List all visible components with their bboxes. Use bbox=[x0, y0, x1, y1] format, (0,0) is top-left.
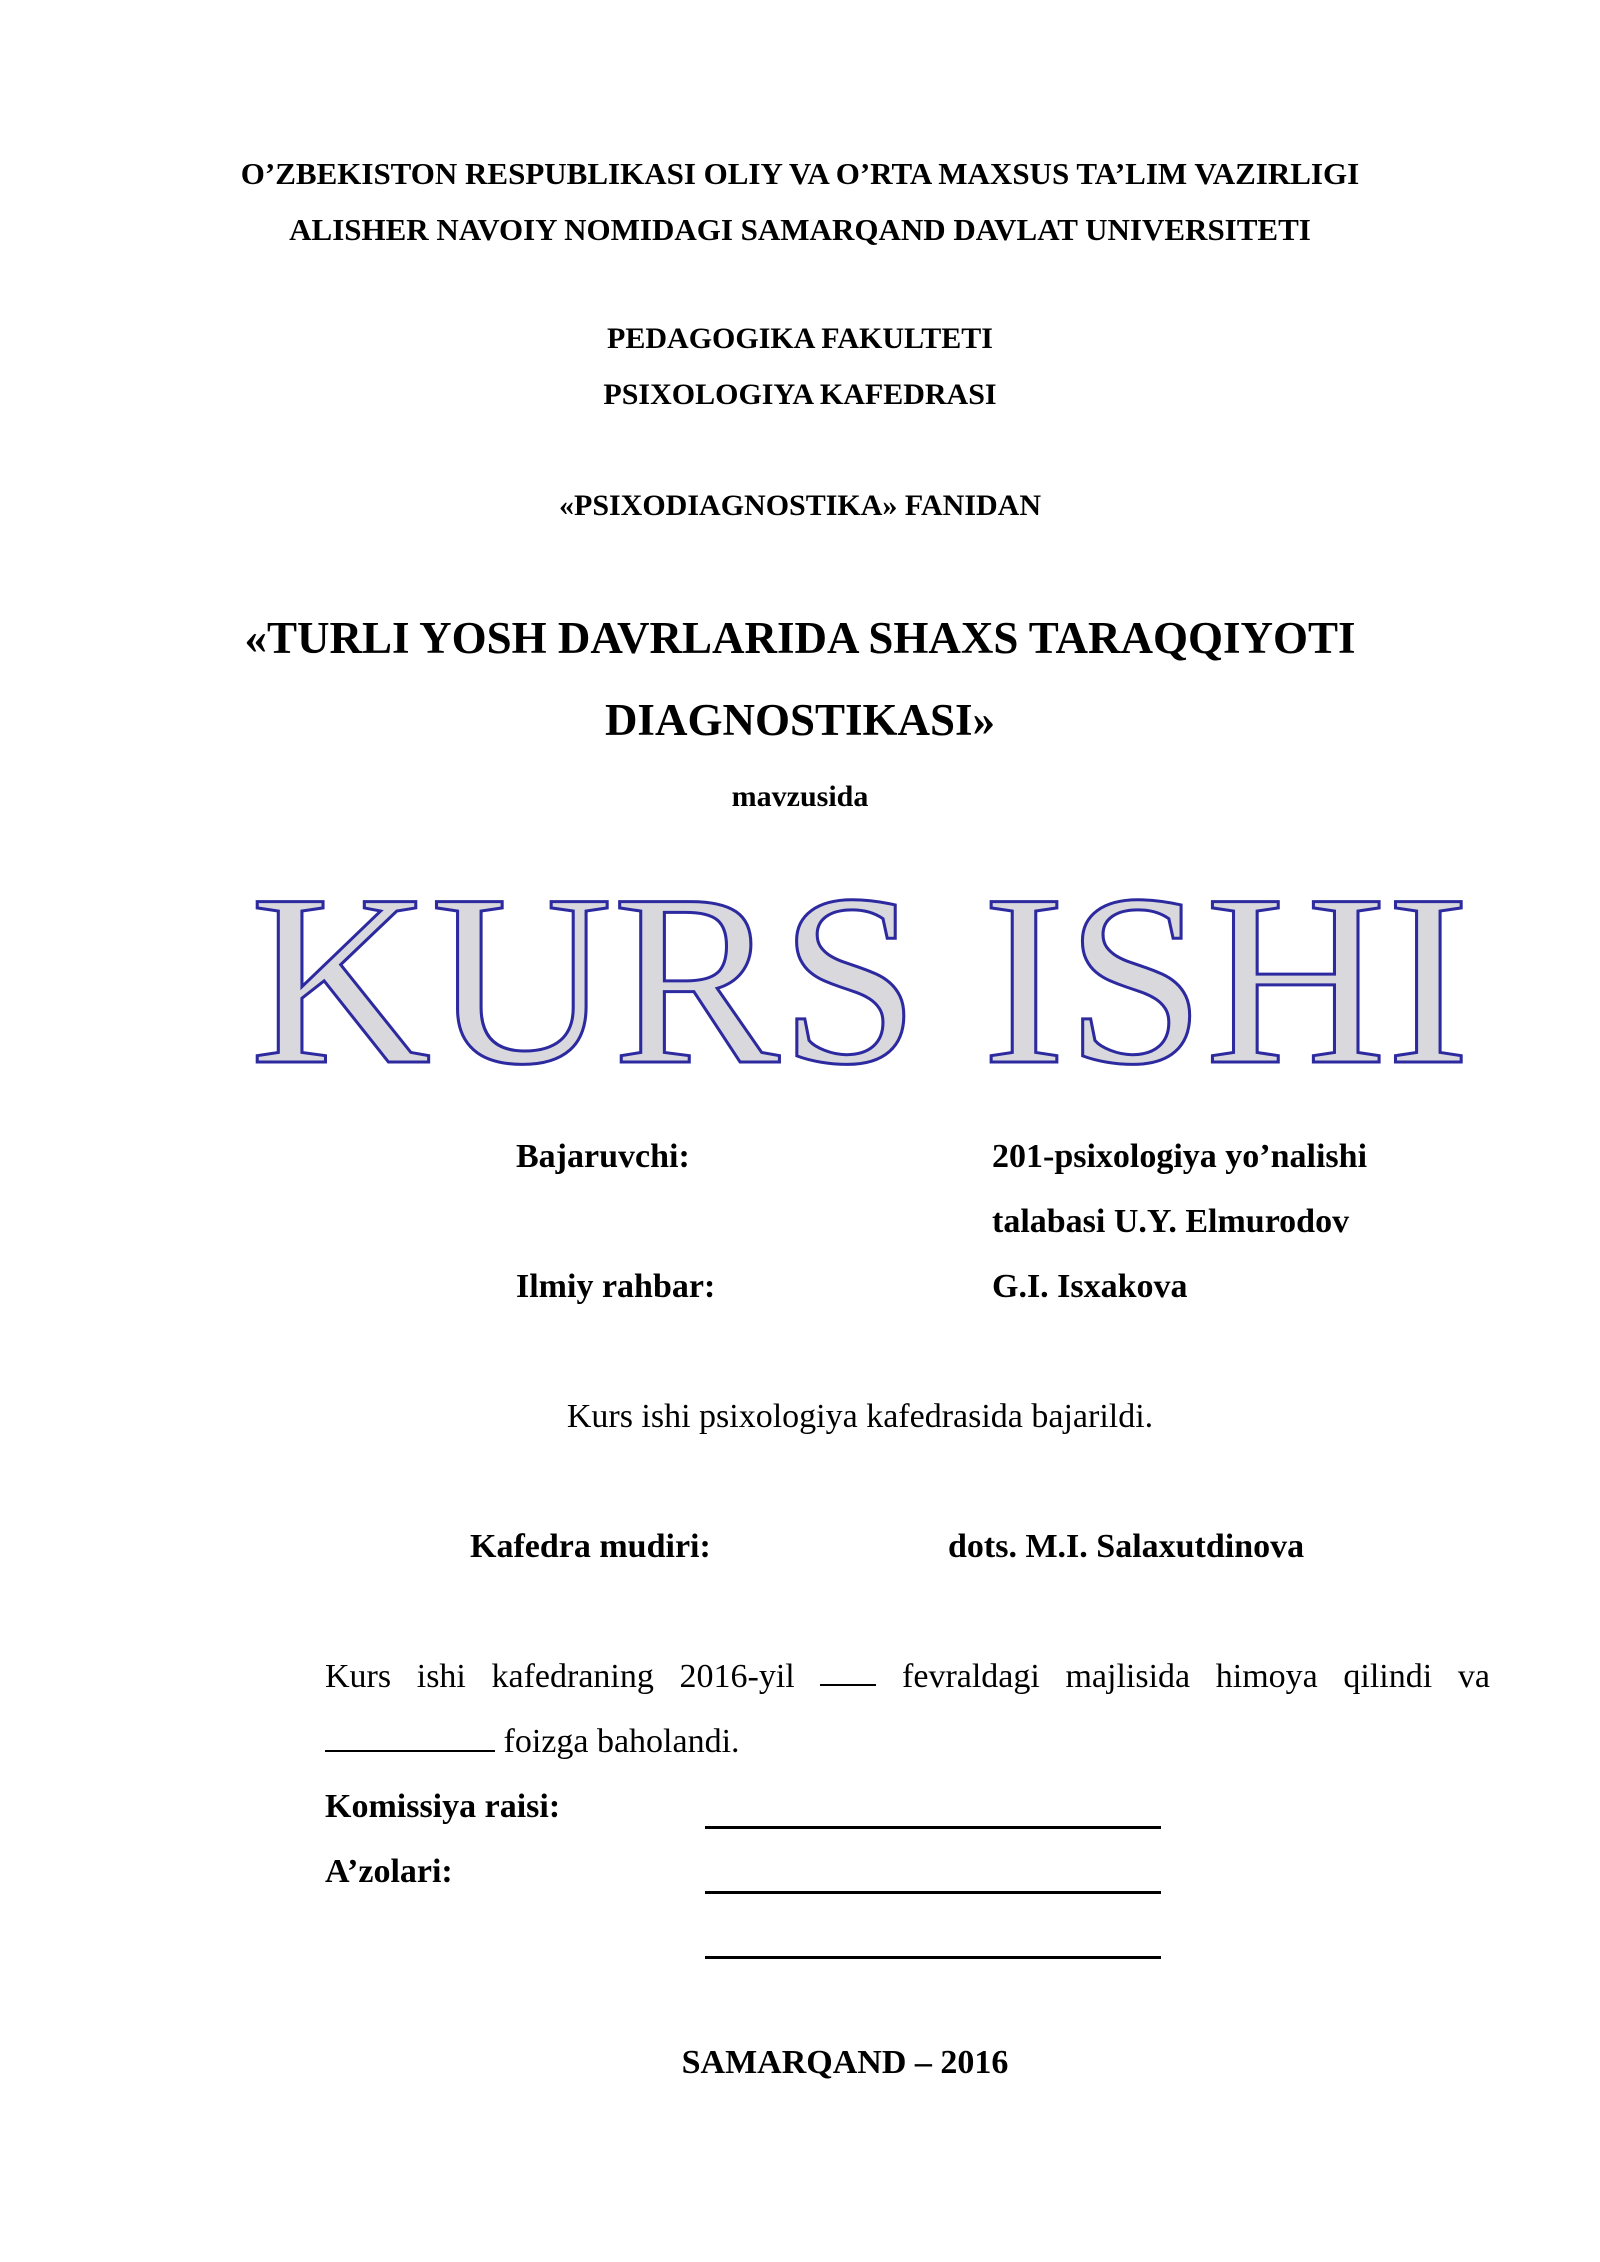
defense-sentence-line-2 bbox=[325, 1723, 740, 1761]
supervisor-value: G.I. Isxakova bbox=[992, 1268, 1188, 1305]
supervisor-label: Ilmiy rahbar: bbox=[516, 1268, 716, 1305]
defense-word: qilindi bbox=[1343, 1658, 1433, 1695]
defense-word: Kurs bbox=[325, 1658, 392, 1695]
subject-heading: «PSIXODIAGNOSTIKA» FANIDAN bbox=[559, 489, 1041, 522]
performer-value-line-1: 201-psixologiya yo’nalishi bbox=[992, 1138, 1368, 1175]
date-blank bbox=[820, 1658, 876, 1686]
defense-word: majlisida bbox=[1065, 1658, 1191, 1695]
completion-note: Kurs ishi psixologiya kafedrasida bajarildi. bbox=[566, 1398, 1154, 1435]
head-of-department-label: Kafedra mudiri: bbox=[470, 1528, 711, 1565]
defense-word: va bbox=[1457, 1658, 1490, 1695]
ministry-heading: O’ZBEKISTON RESPUBLIKASI OLIY VA O’RTA MAXSUS TA’LIM VAZIRLIGI bbox=[240, 156, 1360, 191]
defense-word: himoya bbox=[1215, 1658, 1318, 1695]
grade-text: foizga baholandi. bbox=[503, 1723, 740, 1760]
faculty-heading: PEDAGOGIKA FAKULTETI bbox=[607, 322, 993, 355]
commission-chair-label: Komissiya raisi: bbox=[325, 1788, 561, 1825]
commission-members-label: A’zolari: bbox=[325, 1853, 453, 1890]
university-heading: ALISHER NAVOIY NOMIDAGI SAMARQAND DAVLAT UNIVERSITETI bbox=[289, 212, 1311, 247]
grade-blank bbox=[325, 1724, 495, 1752]
performer-label: Bajaruvchi: bbox=[516, 1138, 690, 1175]
defense-word: ishi bbox=[416, 1658, 466, 1695]
topic-suffix: mavzusida bbox=[731, 780, 869, 813]
performer-value-line-2: talabasi U.Y. Elmurodov bbox=[992, 1203, 1350, 1240]
defense-sentence-line-1 bbox=[325, 1658, 1490, 1696]
kurs-ishi-banner bbox=[230, 860, 1490, 1090]
department-heading: PSIXOLOGIYA KAFEDRASI bbox=[603, 378, 997, 411]
topic-title-line-1: «TURLI YOSH DAVRLARIDA SHAXS TARAQQIYOTI bbox=[244, 613, 1356, 663]
topic-title-line-2: DIAGNOSTIKASI» bbox=[604, 695, 996, 745]
commission-member-signature-line-1 bbox=[705, 1891, 1161, 1894]
defense-word: kafedraning bbox=[491, 1658, 654, 1695]
head-of-department-value: dots. M.I. Salaxutdinova bbox=[948, 1528, 1305, 1565]
defense-word: 2016-yil bbox=[679, 1658, 795, 1695]
kurs-ishi-banner-text: KURS ISHI bbox=[250, 860, 1470, 1090]
footer-city-year: SAMARQAND – 2016 bbox=[681, 2044, 1009, 2081]
defense-word: fevraldagi bbox=[902, 1658, 1040, 1695]
commission-chair-signature-line bbox=[705, 1826, 1161, 1829]
commission-member-signature-line-2 bbox=[705, 1956, 1161, 1959]
